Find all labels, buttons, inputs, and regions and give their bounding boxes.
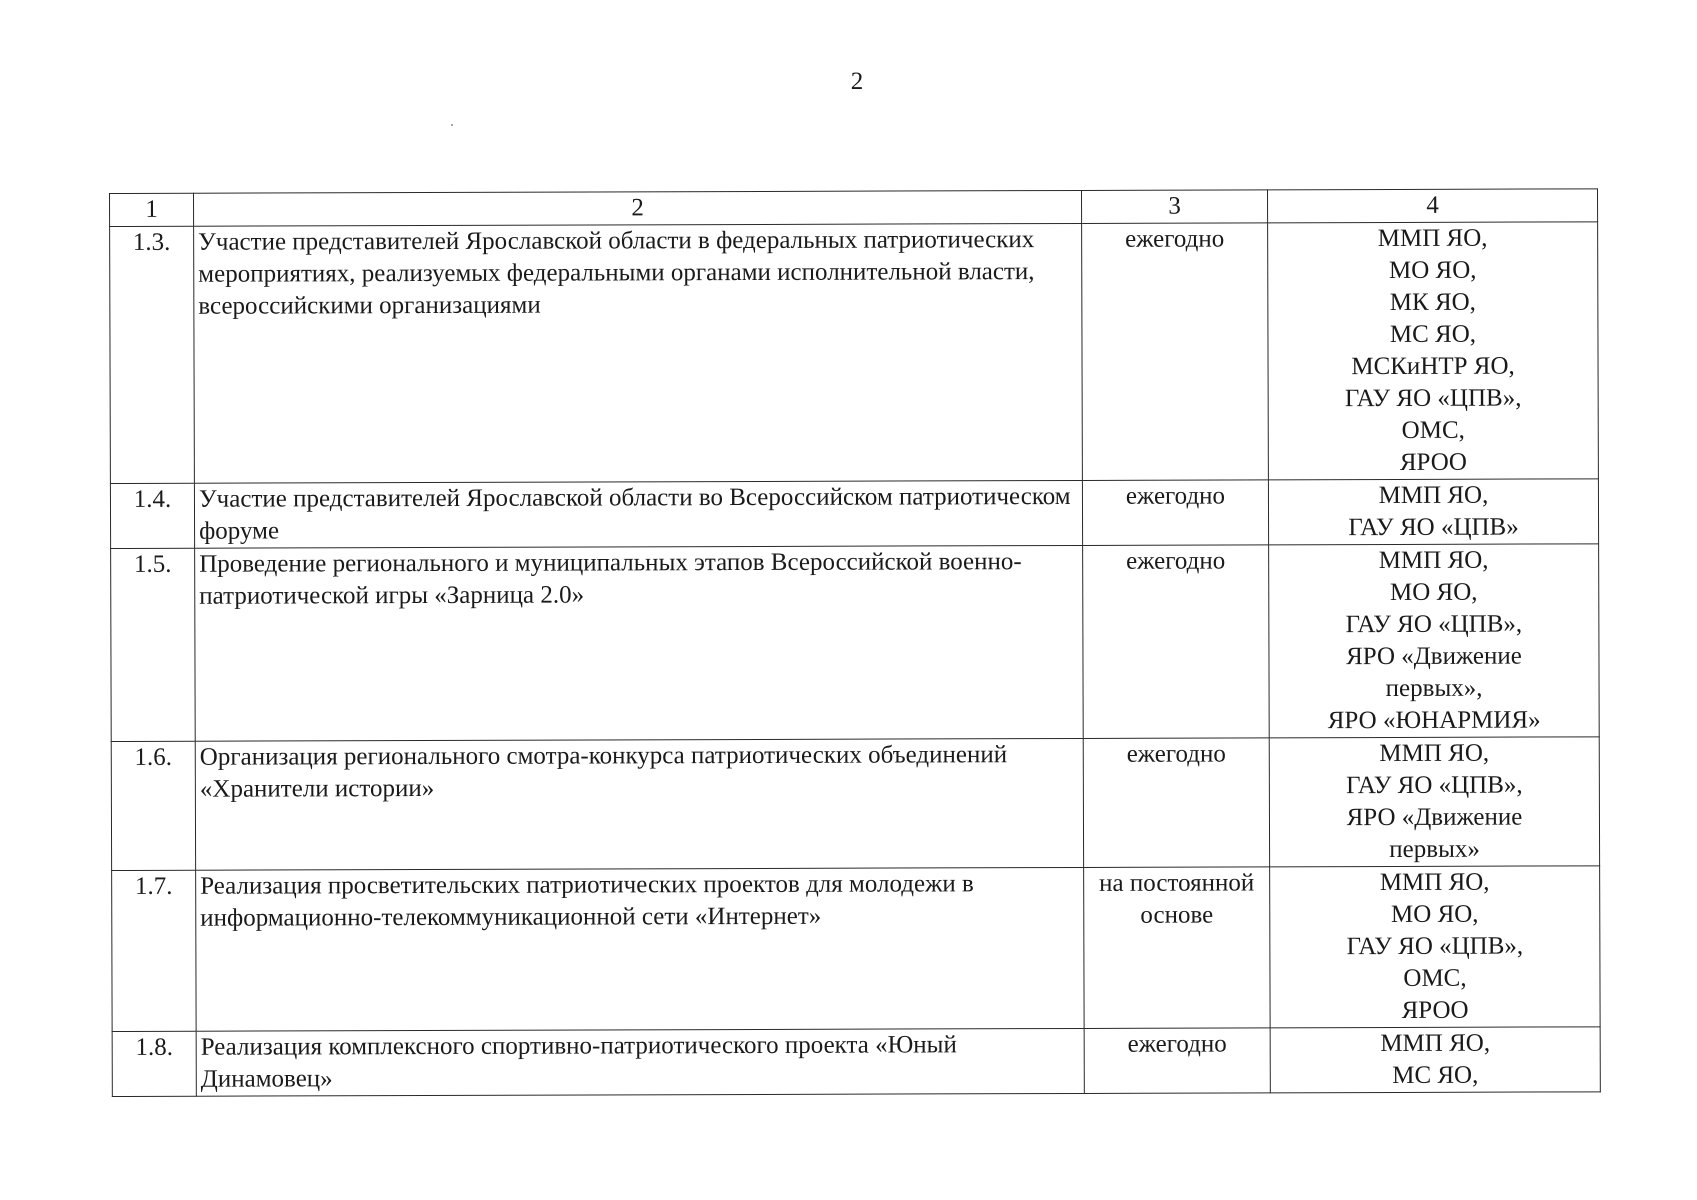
responsible-entry: первых», xyxy=(1385,674,1483,702)
responsible-entry: ГАУ ЯО «ЦПВ», xyxy=(1346,932,1524,961)
measure-term: ежегодно xyxy=(1082,480,1268,546)
responsible-cell xyxy=(1268,479,1598,545)
responsible-entry: МО ЯО, xyxy=(1389,578,1478,606)
row-number: 1.6. xyxy=(111,741,195,870)
table-row xyxy=(112,1027,1600,1097)
header-col-3: 3 xyxy=(1081,190,1267,224)
header-col-2: 2 xyxy=(194,190,1082,226)
measure-term: ежегодно xyxy=(1083,738,1269,868)
responsible-entry: ЯРОО xyxy=(1399,448,1467,476)
responsible-entry: ЯРО «Движение xyxy=(1346,803,1523,832)
responsible-entry: первых» xyxy=(1389,835,1480,863)
responsible-entry: ММП ЯО, xyxy=(1378,481,1489,510)
measure-text: Участие представителей Ярославской области во Всероссийском патриотическом форуме xyxy=(194,480,1082,548)
measure-text: Участие представителей Ярославской области в федеральных патриотических мероприятиях, реализуемых федеральными органами исполнительной власти, всероссийскими организациями xyxy=(194,223,1083,483)
measure-term: ежегодно xyxy=(1083,545,1270,739)
measure-term: ежегодно xyxy=(1082,223,1269,481)
page-number: 2 xyxy=(850,68,864,95)
measure-term: ежегодно xyxy=(1084,1028,1270,1094)
measure-text: Организация регионального смотра-конкурса патриотических объединений «Хранители истории» xyxy=(195,738,1083,870)
responsible-entry: МО ЯО, xyxy=(1390,900,1479,928)
responsible-cell xyxy=(1268,222,1599,480)
responsible-entry: МК ЯО, xyxy=(1389,288,1476,316)
measure-term: на постоянной основе xyxy=(1084,867,1271,1029)
responsible-entry: ЯРОО xyxy=(1401,996,1469,1024)
responsible-entry: ГАУ ЯО «ЦПВ», xyxy=(1345,610,1523,639)
responsible-entry: ГАУ ЯО «ЦПВ» xyxy=(1348,513,1519,542)
scan-speck xyxy=(451,124,453,126)
row-number: 1.8. xyxy=(112,1031,196,1096)
responsible-entry: МС ЯО, xyxy=(1389,320,1477,348)
measure-text: Реализация просветительских патриотических проектов для молодежи в информационно-телекоммуникационной сети «Интернет» xyxy=(196,867,1085,1031)
row-number: 1.7. xyxy=(112,870,197,1031)
measures-table xyxy=(109,188,1601,1097)
responsible-cell xyxy=(1269,544,1600,738)
responsible-entry: ОМС, xyxy=(1401,416,1465,444)
table-row xyxy=(110,222,1599,484)
header-col-4: 4 xyxy=(1267,189,1597,223)
row-number: 1.5. xyxy=(111,548,196,741)
responsible-entry: ММП ЯО, xyxy=(1380,1029,1491,1058)
table-row xyxy=(111,544,1600,742)
header-col-1: 1 xyxy=(110,193,194,226)
responsible-entry: ММП ЯО, xyxy=(1379,868,1490,897)
row-number: 1.4. xyxy=(110,483,194,548)
header-row xyxy=(110,189,1598,227)
responsible-cell xyxy=(1269,737,1599,867)
responsible-entry: ЯРО «Движение xyxy=(1345,642,1522,671)
responsible-entry: ММП ЯО, xyxy=(1377,224,1488,253)
responsible-entry: ММП ЯО, xyxy=(1378,546,1489,575)
responsible-entry: ЯРО «ЮНАРМИЯ» xyxy=(1327,706,1541,735)
measure-text: Реализация комплексного спортивно-патриотического проекта «Юный Динамовец» xyxy=(196,1028,1084,1096)
responsible-cell xyxy=(1270,1027,1600,1093)
table-row xyxy=(112,866,1600,1032)
responsible-entry: ММП ЯО, xyxy=(1379,739,1490,768)
responsible-entry: ОМС, xyxy=(1403,964,1467,992)
row-number: 1.3. xyxy=(110,226,195,483)
responsible-cell xyxy=(1270,866,1601,1028)
measure-text: Проведение регионального и муниципальных этапов Всероссийской военно-патриотической игры «Зарница 2.0» xyxy=(195,545,1084,741)
responsible-entry: МО ЯО, xyxy=(1388,256,1477,284)
table-row xyxy=(111,737,1599,871)
responsible-entry: МС ЯО, xyxy=(1392,1061,1479,1089)
responsible-entry: ГАУ ЯО «ЦПВ», xyxy=(1346,771,1523,800)
responsible-entry: МСКиНТР ЯО, xyxy=(1351,352,1515,381)
responsible-entry: ГАУ ЯО «ЦПВ», xyxy=(1344,384,1522,413)
table-row xyxy=(110,479,1598,549)
